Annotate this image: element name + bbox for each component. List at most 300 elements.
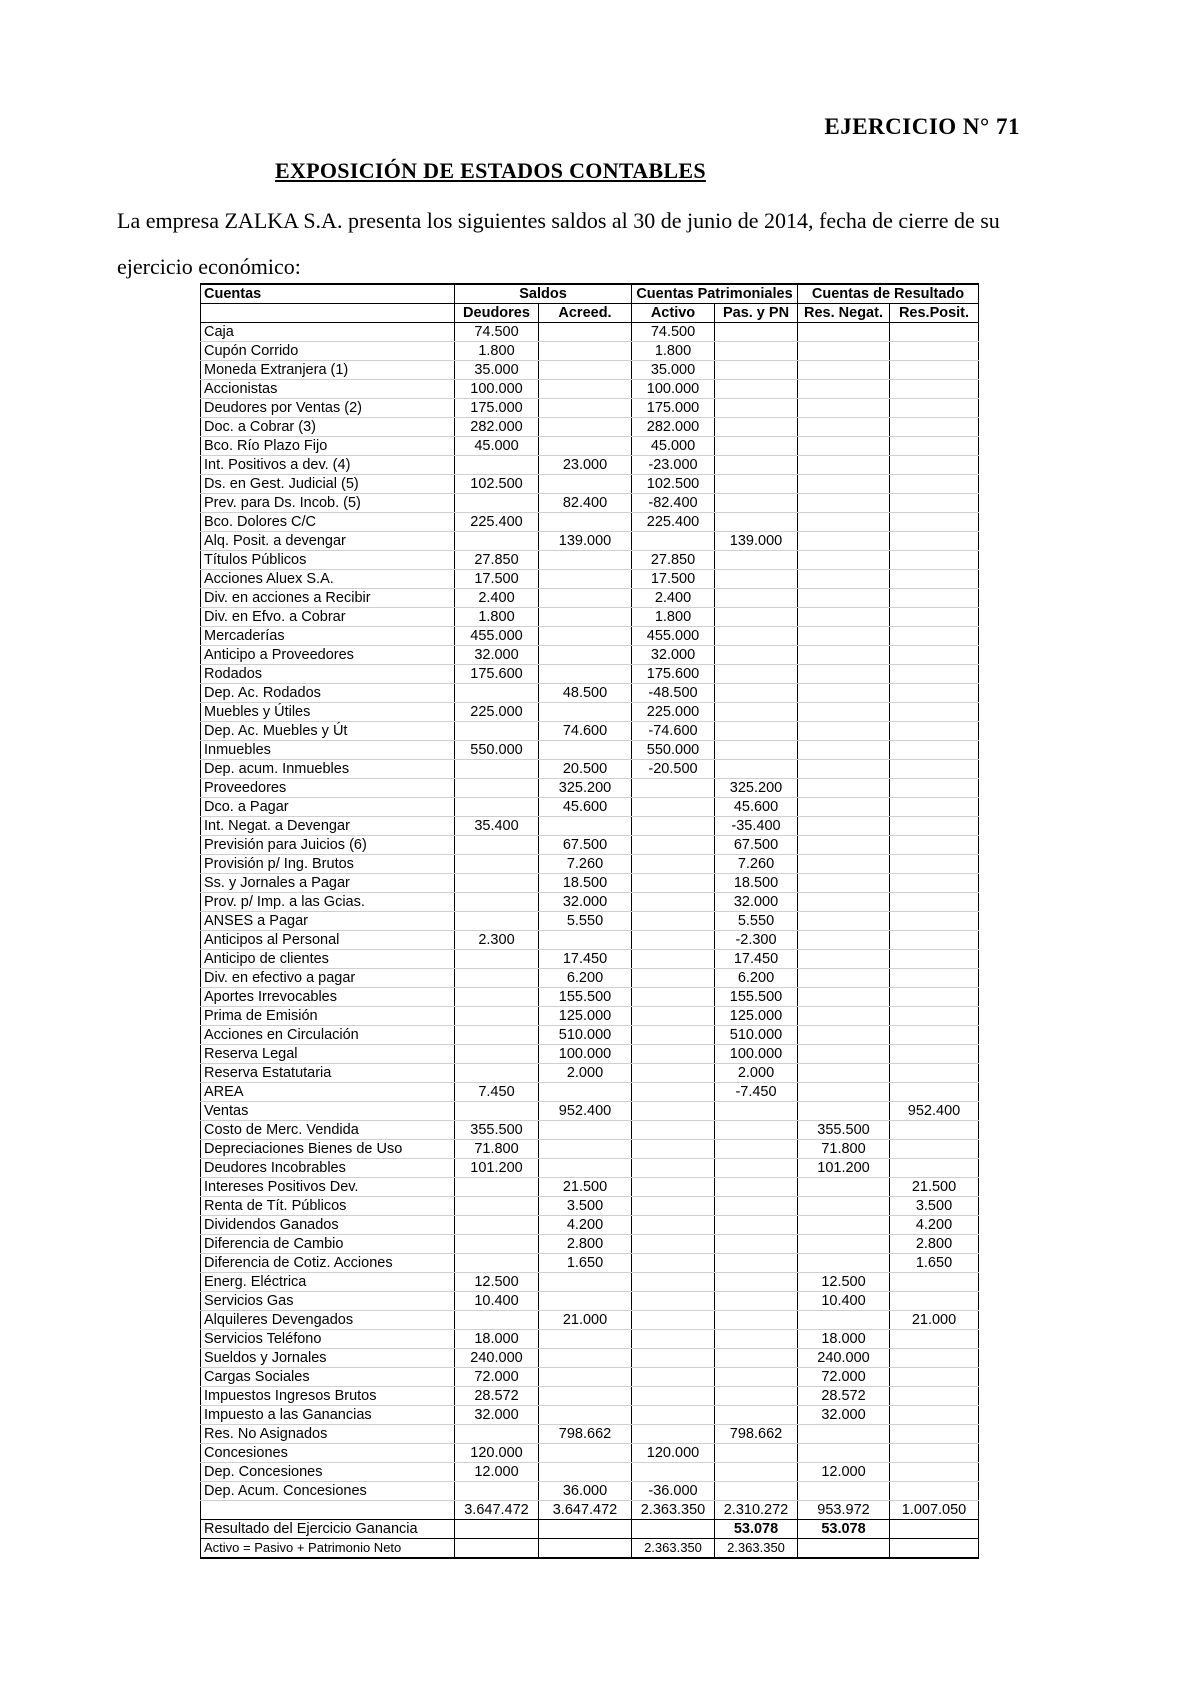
table-row [201, 1292, 979, 1311]
cell-acreed: 1.650 [539, 1254, 632, 1273]
cell-deudores: 100.000 [455, 380, 539, 399]
cell-res-negat [798, 779, 890, 798]
cell-acreed [539, 703, 632, 722]
table-row [201, 361, 979, 380]
cell-account: Bco. Dolores C/C [201, 513, 455, 532]
cell-res-posit [890, 969, 979, 988]
cell-res-posit [890, 1387, 979, 1406]
cell-deudores: 7.450 [455, 1083, 539, 1102]
cell-res-posit: 3.500 [890, 1197, 979, 1216]
cell-acreed: 36.000 [539, 1482, 632, 1501]
cell-account: Dep. acum. Inmuebles [201, 760, 455, 779]
cell-res-negat [798, 361, 890, 380]
cell-account: Dividendos Ganados [201, 1216, 455, 1235]
cell-deudores [455, 836, 539, 855]
balance-check-row [201, 1539, 979, 1559]
cell-account: Impuesto a las Ganancias [201, 1406, 455, 1425]
cell-deudores: 72.000 [455, 1368, 539, 1387]
cell-acreed: 5.550 [539, 912, 632, 931]
balance-deudores [455, 1539, 539, 1559]
table-row [201, 1121, 979, 1140]
result-res-posit [890, 1520, 979, 1539]
cell-pas-pn [715, 418, 798, 437]
cell-pas-pn: 125.000 [715, 1007, 798, 1026]
cell-pas-pn [715, 380, 798, 399]
cell-activo: 27.850 [632, 551, 715, 570]
cell-pas-pn: 18.500 [715, 874, 798, 893]
cell-acreed: 20.500 [539, 760, 632, 779]
cell-pas-pn: 2.000 [715, 1064, 798, 1083]
cell-deudores [455, 1007, 539, 1026]
cell-res-posit [890, 1330, 979, 1349]
cell-res-posit [890, 437, 979, 456]
cell-deudores [455, 684, 539, 703]
cell-account: ANSES a Pagar [201, 912, 455, 931]
cell-account: Ventas [201, 1102, 455, 1121]
cell-res-negat [798, 646, 890, 665]
document-title: EXPOSICIÓN DE ESTADOS CONTABLES [275, 158, 706, 183]
cell-activo [632, 1311, 715, 1330]
table-row [201, 950, 979, 969]
result-activo [632, 1520, 715, 1539]
cell-pas-pn [715, 551, 798, 570]
cell-pas-pn: 32.000 [715, 893, 798, 912]
cell-account: Div. en acciones a Recibir [201, 589, 455, 608]
table-row [201, 817, 979, 836]
cell-res-negat [798, 551, 890, 570]
cell-activo: 1.800 [632, 608, 715, 627]
cell-account: Impuestos Ingresos Brutos [201, 1387, 455, 1406]
cell-res-negat [798, 741, 890, 760]
cell-activo [632, 1254, 715, 1273]
cell-deudores: 1.800 [455, 342, 539, 361]
cell-deudores: 12.500 [455, 1273, 539, 1292]
result-deudores [455, 1520, 539, 1539]
cell-pas-pn [715, 665, 798, 684]
cell-deudores: 10.400 [455, 1292, 539, 1311]
balance-activo: 2.363.350 [632, 1539, 715, 1559]
cell-acreed [539, 323, 632, 342]
cell-activo [632, 1197, 715, 1216]
cell-deudores: 2.300 [455, 931, 539, 950]
cell-res-negat [798, 589, 890, 608]
cell-res-negat [798, 684, 890, 703]
cell-res-negat [798, 513, 890, 532]
cell-account: Anticipo a Proveedores [201, 646, 455, 665]
cell-res-negat [798, 950, 890, 969]
cell-deudores: 102.500 [455, 475, 539, 494]
cell-res-negat [798, 969, 890, 988]
table-row [201, 513, 979, 532]
cell-res-negat [798, 627, 890, 646]
cell-acreed [539, 608, 632, 627]
cell-acreed [539, 646, 632, 665]
cell-account: Accionistas [201, 380, 455, 399]
table-row [201, 722, 979, 741]
cell-pas-pn [715, 1482, 798, 1501]
cell-acreed [539, 817, 632, 836]
cell-res-negat [798, 1045, 890, 1064]
cell-acreed: 125.000 [539, 1007, 632, 1026]
cell-activo: 102.500 [632, 475, 715, 494]
cell-res-negat [798, 988, 890, 1007]
cell-res-posit [890, 988, 979, 1007]
cell-account: Ss. y Jornales a Pagar [201, 874, 455, 893]
cell-deudores: 12.000 [455, 1463, 539, 1482]
cell-activo [632, 1007, 715, 1026]
cell-res-negat [798, 760, 890, 779]
cell-pas-pn: 17.450 [715, 950, 798, 969]
cell-res-posit [890, 1064, 979, 1083]
cell-activo: 282.000 [632, 418, 715, 437]
cell-res-posit [890, 665, 979, 684]
cell-deudores [455, 456, 539, 475]
intro-paragraph: La empresa ZALKA S.A. presenta los siguientes saldos al 30 de junio de 2014, fecha de cierre de su ejercicio económico: [117, 208, 1000, 279]
table-row [201, 874, 979, 893]
cell-activo: -23.000 [632, 456, 715, 475]
cell-acreed: 2.800 [539, 1235, 632, 1254]
cell-acreed [539, 475, 632, 494]
cell-account: Muebles y Útiles [201, 703, 455, 722]
cell-acreed: 6.200 [539, 969, 632, 988]
cell-acreed: 139.000 [539, 532, 632, 551]
cell-res-posit [890, 646, 979, 665]
table-row [201, 646, 979, 665]
cell-activo [632, 931, 715, 950]
table-row [201, 1216, 979, 1235]
cell-res-negat [798, 1178, 890, 1197]
cell-res-negat [798, 855, 890, 874]
cell-acreed: 952.400 [539, 1102, 632, 1121]
cell-activo: 175.000 [632, 399, 715, 418]
cell-pas-pn [715, 1349, 798, 1368]
cell-account: Dep. Concesiones [201, 1463, 455, 1482]
cell-activo [632, 1235, 715, 1254]
cell-acreed: 82.400 [539, 494, 632, 513]
result-row [201, 1520, 979, 1539]
cell-pas-pn [715, 323, 798, 342]
cell-acreed: 510.000 [539, 1026, 632, 1045]
cell-acreed: 17.450 [539, 950, 632, 969]
cell-acreed: 48.500 [539, 684, 632, 703]
totals-res-posit: 1.007.050 [890, 1501, 979, 1520]
cell-res-negat: 32.000 [798, 1406, 890, 1425]
table-row [201, 627, 979, 646]
table-row [201, 779, 979, 798]
cell-acreed [539, 570, 632, 589]
cell-res-negat [798, 1102, 890, 1121]
balance-res-posit [890, 1539, 979, 1559]
table-row [201, 760, 979, 779]
table-row [201, 1140, 979, 1159]
totals-pas-pn: 2.310.272 [715, 1501, 798, 1520]
cell-res-negat [798, 665, 890, 684]
cell-acreed: 798.662 [539, 1425, 632, 1444]
cell-activo: 35.000 [632, 361, 715, 380]
cell-pas-pn: 67.500 [715, 836, 798, 855]
cell-deudores: 2.400 [455, 589, 539, 608]
cell-res-posit: 21.000 [890, 1311, 979, 1330]
table-row [201, 1349, 979, 1368]
cell-pas-pn [715, 760, 798, 779]
cell-account: Costo de Merc. Vendida [201, 1121, 455, 1140]
cell-res-negat: 18.000 [798, 1330, 890, 1349]
cell-res-posit [890, 1368, 979, 1387]
cell-res-posit [890, 855, 979, 874]
cell-res-posit [890, 323, 979, 342]
header-pas-pn: Pas. y PN [715, 304, 798, 323]
table-row [201, 1463, 979, 1482]
cell-res-posit [890, 1159, 979, 1178]
cell-pas-pn [715, 1406, 798, 1425]
cell-account: Reserva Legal [201, 1045, 455, 1064]
cell-activo: 74.500 [632, 323, 715, 342]
cell-pas-pn [715, 570, 798, 589]
cell-pas-pn [715, 589, 798, 608]
cell-res-negat [798, 1425, 890, 1444]
cell-pas-pn [715, 1159, 798, 1178]
cell-account: Energ. Eléctrica [201, 1273, 455, 1292]
cell-account: Previsión para Juicios (6) [201, 836, 455, 855]
cell-account: Rodados [201, 665, 455, 684]
cell-deudores [455, 912, 539, 931]
cell-account: Servicios Gas [201, 1292, 455, 1311]
header-cuentas-patrimoniales: Cuentas Patrimoniales [632, 284, 798, 304]
cell-acreed: 67.500 [539, 836, 632, 855]
balance-res-negat [798, 1539, 890, 1559]
cell-res-posit [890, 1406, 979, 1425]
cell-res-posit: 952.400 [890, 1102, 979, 1121]
cell-res-negat [798, 570, 890, 589]
cell-res-posit [890, 532, 979, 551]
cell-res-negat: 72.000 [798, 1368, 890, 1387]
cell-res-negat: 355.500 [798, 1121, 890, 1140]
table-row [201, 1197, 979, 1216]
cell-activo [632, 1387, 715, 1406]
cell-res-posit [890, 361, 979, 380]
cell-acreed [539, 380, 632, 399]
header-acreed: Acreed. [539, 304, 632, 323]
cell-pas-pn [715, 1463, 798, 1482]
cell-activo: 550.000 [632, 741, 715, 760]
cell-res-negat [798, 893, 890, 912]
cell-res-negat [798, 1482, 890, 1501]
header-activo: Activo [632, 304, 715, 323]
cell-pas-pn: 325.200 [715, 779, 798, 798]
cell-pas-pn [715, 1178, 798, 1197]
cell-res-posit [890, 1007, 979, 1026]
cell-pas-pn [715, 646, 798, 665]
cell-acreed [539, 418, 632, 437]
table-row [201, 665, 979, 684]
cell-deudores [455, 1425, 539, 1444]
cell-res-posit [890, 741, 979, 760]
table-row [201, 1178, 979, 1197]
cell-account: Deudores Incobrables [201, 1159, 455, 1178]
cell-acreed [539, 1140, 632, 1159]
result-pas-pn: 53.078 [715, 1520, 798, 1539]
cell-deudores [455, 969, 539, 988]
table-row [201, 931, 979, 950]
cell-res-posit [890, 342, 979, 361]
cell-activo: 225.400 [632, 513, 715, 532]
cell-activo [632, 1121, 715, 1140]
cell-deudores: 35.000 [455, 361, 539, 380]
cell-activo [632, 1026, 715, 1045]
cell-pas-pn [715, 1311, 798, 1330]
cell-pas-pn [715, 342, 798, 361]
cell-account: Títulos Públicos [201, 551, 455, 570]
cell-pas-pn [715, 1273, 798, 1292]
cell-res-negat [798, 912, 890, 931]
cell-activo [632, 1045, 715, 1064]
cell-activo [632, 1064, 715, 1083]
cell-activo [632, 1368, 715, 1387]
cell-deudores [455, 1045, 539, 1064]
cell-res-negat: 28.572 [798, 1387, 890, 1406]
cell-res-posit [890, 475, 979, 494]
cell-res-posit [890, 513, 979, 532]
cell-res-negat [798, 418, 890, 437]
cell-activo [632, 1083, 715, 1102]
cell-deudores [455, 1064, 539, 1083]
cell-account: Div. en Efvo. a Cobrar [201, 608, 455, 627]
cell-res-negat [798, 931, 890, 950]
cell-account: Moneda Extranjera (1) [201, 361, 455, 380]
cell-activo: -20.500 [632, 760, 715, 779]
cell-res-posit [890, 456, 979, 475]
cell-deudores: 240.000 [455, 1349, 539, 1368]
table-row [201, 855, 979, 874]
cell-res-negat [798, 456, 890, 475]
cell-deudores: 1.800 [455, 608, 539, 627]
table-row [201, 1444, 979, 1463]
cell-res-posit [890, 874, 979, 893]
table-row [201, 1064, 979, 1083]
cell-acreed: 23.000 [539, 456, 632, 475]
cell-res-posit: 21.500 [890, 1178, 979, 1197]
cell-deudores [455, 532, 539, 551]
cell-acreed [539, 513, 632, 532]
cell-deudores [455, 1102, 539, 1121]
cell-pas-pn [715, 494, 798, 513]
cell-account: Dco. a Pagar [201, 798, 455, 817]
cell-account: Deudores por Ventas (2) [201, 399, 455, 418]
cell-account: Prev. para Ds. Incob. (5) [201, 494, 455, 513]
cell-account: Anticipos al Personal [201, 931, 455, 950]
table-row [201, 1083, 979, 1102]
cell-res-negat [798, 1083, 890, 1102]
cell-res-negat [798, 380, 890, 399]
cell-pas-pn: 798.662 [715, 1425, 798, 1444]
cell-pas-pn [715, 1216, 798, 1235]
cell-account: Sueldos y Jornales [201, 1349, 455, 1368]
cell-activo [632, 893, 715, 912]
cell-deudores [455, 1235, 539, 1254]
cell-res-posit [890, 399, 979, 418]
cell-acreed [539, 361, 632, 380]
table-row [201, 893, 979, 912]
cell-deudores [455, 893, 539, 912]
table-row [201, 323, 979, 342]
balance-label: Activo = Pasivo + Patrimonio Neto [201, 1539, 455, 1559]
cell-res-negat: 240.000 [798, 1349, 890, 1368]
cell-res-negat [798, 342, 890, 361]
cell-deudores: 28.572 [455, 1387, 539, 1406]
cell-account: Diferencia de Cambio [201, 1235, 455, 1254]
cell-res-posit [890, 608, 979, 627]
cell-res-negat [798, 532, 890, 551]
cell-acreed [539, 1368, 632, 1387]
cell-pas-pn [715, 399, 798, 418]
cell-account: Caja [201, 323, 455, 342]
cell-res-posit: 1.650 [890, 1254, 979, 1273]
cell-res-negat [798, 437, 890, 456]
cell-account: Int. Positivos a dev. (4) [201, 456, 455, 475]
header-res-posit: Res.Posit. [890, 304, 979, 323]
cell-deudores [455, 950, 539, 969]
cell-account: Reserva Estatutaria [201, 1064, 455, 1083]
cell-activo: 120.000 [632, 1444, 715, 1463]
cell-account: Concesiones [201, 1444, 455, 1463]
cell-res-posit [890, 1444, 979, 1463]
cell-res-posit [890, 494, 979, 513]
cell-deudores: 550.000 [455, 741, 539, 760]
cell-acreed: 2.000 [539, 1064, 632, 1083]
cell-account: Proveedores [201, 779, 455, 798]
cell-pas-pn [715, 1368, 798, 1387]
totals-res-negat: 953.972 [798, 1501, 890, 1520]
table-row [201, 798, 979, 817]
cell-activo: 1.800 [632, 342, 715, 361]
cell-account: Provisión p/ Ing. Brutos [201, 855, 455, 874]
cell-acreed: 32.000 [539, 893, 632, 912]
table-row [201, 988, 979, 1007]
cell-res-negat: 101.200 [798, 1159, 890, 1178]
cell-activo: 455.000 [632, 627, 715, 646]
cell-res-negat [798, 1235, 890, 1254]
cell-res-negat: 12.000 [798, 1463, 890, 1482]
cell-acreed [539, 1159, 632, 1178]
table-row [201, 589, 979, 608]
cell-res-negat [798, 1216, 890, 1235]
cell-activo [632, 1349, 715, 1368]
table-row [201, 1007, 979, 1026]
cell-activo [632, 1102, 715, 1121]
cell-pas-pn: 155.500 [715, 988, 798, 1007]
cell-acreed: 21.500 [539, 1178, 632, 1197]
cell-res-posit [890, 1349, 979, 1368]
cell-pas-pn: 45.600 [715, 798, 798, 817]
cell-deudores [455, 855, 539, 874]
table-row [201, 1311, 979, 1330]
cell-pas-pn [715, 608, 798, 627]
table-row [201, 1425, 979, 1444]
cell-activo: 2.400 [632, 589, 715, 608]
table-row [201, 1254, 979, 1273]
cell-pas-pn [715, 1140, 798, 1159]
table-row [201, 1159, 979, 1178]
table-row [201, 532, 979, 551]
cell-account: Alquileres Devengados [201, 1311, 455, 1330]
cell-acreed [539, 741, 632, 760]
cell-res-negat [798, 874, 890, 893]
cell-pas-pn [715, 722, 798, 741]
cell-deudores: 32.000 [455, 646, 539, 665]
table-row [201, 1406, 979, 1425]
cell-acreed [539, 1349, 632, 1368]
cell-account: Div. en efectivo a pagar [201, 969, 455, 988]
